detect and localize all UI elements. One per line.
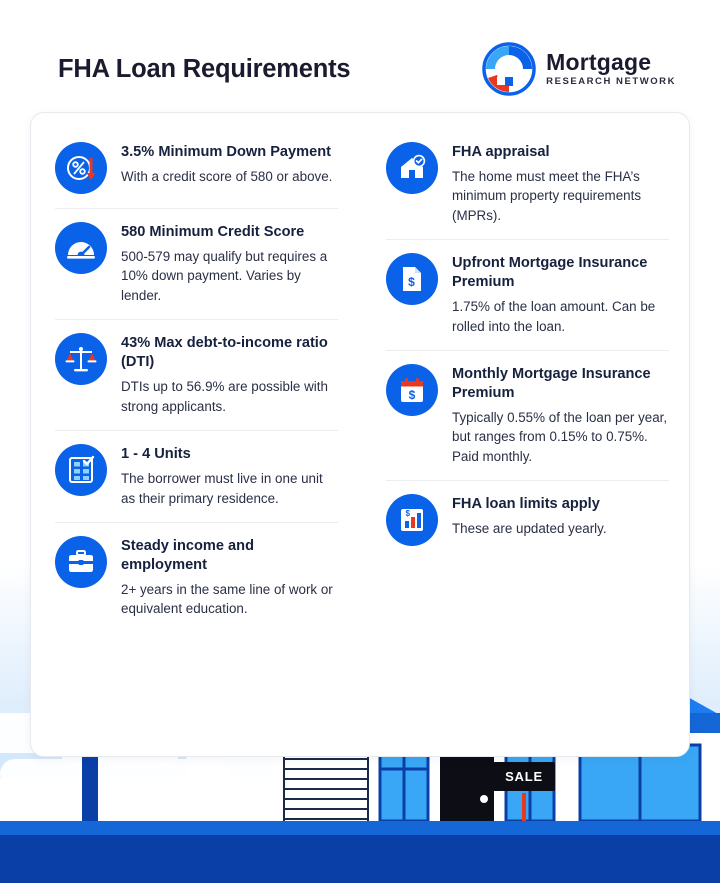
sale-sign-label: SALE [505, 769, 543, 784]
requirement-title: 580 Minimum Credit Score [121, 224, 305, 240]
requirement-body: DTIs up to 56.9% are possible with strong applicants. [121, 379, 328, 414]
house-check-icon [386, 142, 438, 194]
speedometer-house-logo-icon [482, 42, 536, 96]
document-dollar-icon [386, 253, 438, 305]
percent-down-arrow-icon [55, 142, 107, 194]
right-column [360, 113, 689, 756]
requirement-title: 43% Max debt-to-income ratio (DTI) [121, 335, 328, 371]
requirement-title: FHA appraisal [452, 144, 550, 160]
requirement-item-income [55, 523, 338, 633]
requirement-title: Steady income and employment [121, 537, 255, 573]
apartment-units-icon [55, 444, 107, 496]
header [0, 34, 720, 104]
svg-text:$: $ [405, 509, 410, 519]
requirement-body: 2+ years in the same line of work or equivalent education. [121, 581, 333, 617]
brand-text [546, 51, 676, 87]
requirement-item-units [55, 431, 338, 523]
requirement-item-credit-score [55, 209, 338, 320]
requirement-title: Monthly Mortgage Insurance Premium [452, 366, 651, 402]
balance-scale-icon [55, 333, 107, 385]
svg-text:$: $ [408, 275, 415, 290]
requirement-item-down-payment [55, 129, 338, 209]
brand-logo[interactable] [482, 42, 676, 96]
requirement-item-monthly-mip [386, 351, 669, 481]
requirement-item-dti [55, 320, 338, 431]
requirement-body: With a credit score of 580 or above. [121, 168, 333, 184]
page-title: FHA Loan Requirements [58, 54, 351, 83]
requirement-item-appraisal [386, 129, 669, 240]
water-light-band [0, 821, 720, 835]
sale-sign [493, 762, 555, 791]
brand-tagline: RESEARCH NETWORK [546, 76, 676, 88]
brand-name: Mortgage [546, 49, 652, 76]
requirement-body: 1.75% of the loan amount. Can be rolled into the loan. [452, 299, 656, 334]
svg-text:$: $ [408, 387, 416, 402]
requirement-body: Typically 0.55% of the loan per year, but ranges from 0.15% to 0.75%. Paid monthly. [452, 410, 668, 464]
credit-gauge-icon [55, 222, 107, 274]
requirement-item-upfront-mip [386, 240, 669, 351]
briefcase-icon [55, 536, 107, 588]
left-column [31, 113, 360, 756]
requirement-item-loan-limits [386, 481, 669, 560]
requirement-body: 500-579 may qualify but requires a 10% down payment. Varies by lender. [121, 248, 328, 303]
requirement-title: Upfront Mortgage Insurance Premium [452, 255, 648, 291]
bar-chart-dollar-icon [386, 494, 438, 546]
calendar-dollar-icon [386, 364, 438, 416]
requirement-body: The home must meet the FHA’s minimum property requirements (MPRs). [452, 168, 642, 223]
requirement-body: These are updated yearly. [452, 521, 607, 537]
requirement-body: The borrower must live in one unit as their primary residence. [121, 471, 323, 506]
requirements-card [30, 112, 690, 757]
water-band [0, 835, 720, 883]
requirement-title: 3.5% Minimum Down Payment [121, 144, 332, 160]
requirement-title: FHA loan limits apply [452, 496, 600, 513]
requirement-title: 1 - 4 Units [121, 446, 191, 463]
